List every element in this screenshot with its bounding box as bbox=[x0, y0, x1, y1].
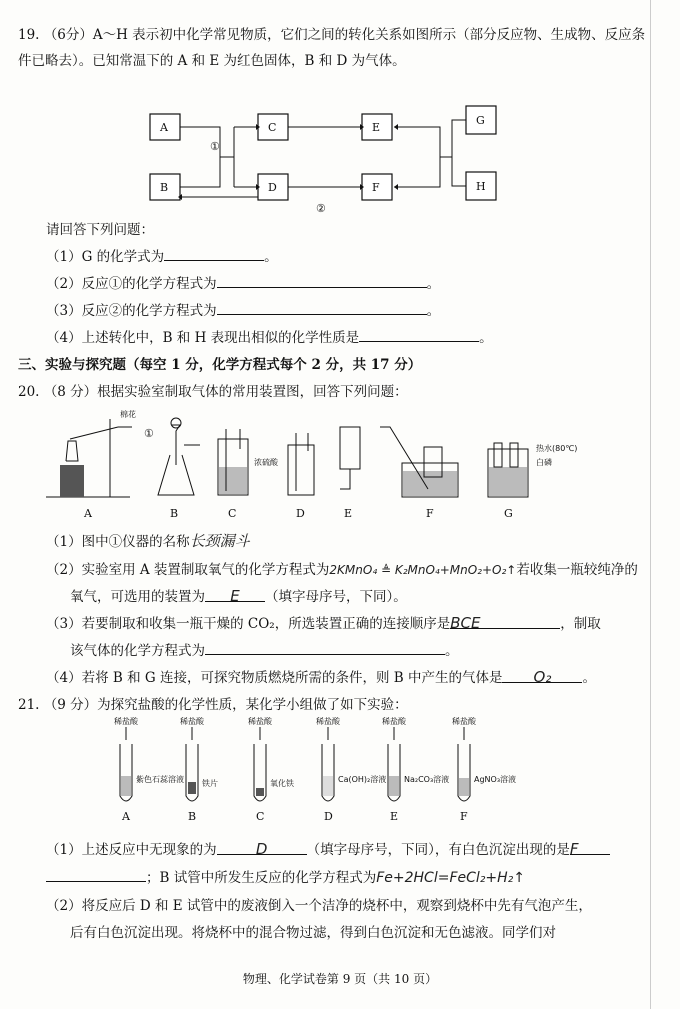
q20-intro: 20. （8 分）根据实验室制取气体的常用装置图，回答下列问题： bbox=[18, 384, 408, 400]
q19-item-4: （4）上述转化中，B 和 H 表现出相似的化学性质是 。 bbox=[46, 326, 493, 346]
answer-blank bbox=[205, 640, 445, 655]
tube-d-content: Ca(OH)₂溶液 bbox=[338, 775, 387, 784]
tube-c-label: C bbox=[256, 810, 265, 823]
marker-instrument: ① bbox=[144, 427, 154, 440]
q20-item-1: （1）图中①仪器的名称长颈漏斗 bbox=[46, 532, 250, 550]
tube-e-label: E bbox=[390, 810, 399, 823]
node-d-label: D bbox=[268, 181, 277, 194]
marker-1: ① bbox=[210, 140, 220, 153]
tube-d-label: D bbox=[324, 810, 333, 823]
acid-label: 稀盐酸 bbox=[452, 717, 476, 726]
q20-item-3: （3）若要制取和收集一瓶干燥的 CO₂，所选装置正确的连接顺序是BCE ，制取 bbox=[46, 614, 601, 632]
node-b-label: B bbox=[160, 181, 169, 194]
apparatus-b-label: B bbox=[170, 507, 179, 520]
acid-label: 稀盐酸 bbox=[382, 717, 406, 726]
node-e-label: E bbox=[372, 121, 381, 134]
marker-2: ② bbox=[316, 202, 326, 215]
node-g-label: G bbox=[476, 114, 485, 127]
q21-item-1b: ；B 试管中所发生反应的化学方程式为Fe+2HCl=FeCl₂+H₂↑ bbox=[46, 866, 525, 886]
tube-b-label: B bbox=[188, 810, 197, 823]
answer-blank bbox=[164, 246, 264, 261]
answer-blank bbox=[46, 867, 146, 882]
conc-acid-label: 浓硫酸 bbox=[254, 458, 278, 467]
test-tube-f bbox=[452, 716, 516, 823]
tube-f-label: F bbox=[460, 810, 468, 823]
apparatus-g-label: G bbox=[504, 507, 513, 520]
white-p-label: 白磷 bbox=[536, 458, 552, 467]
q20-apparatus bbox=[40, 405, 620, 525]
apparatus-c-label: C bbox=[228, 507, 237, 520]
acid-label: 稀盐酸 bbox=[180, 717, 204, 726]
tube-a-label: A bbox=[122, 810, 130, 823]
page-footer: 物理、化学试卷第 9 页（共 10 页） bbox=[242, 972, 438, 986]
apparatus-d-label: D bbox=[296, 507, 305, 520]
q19-prompt: 请回答下列问题： bbox=[46, 222, 154, 238]
test-tube-e bbox=[382, 716, 449, 823]
q19-item-1: （1）G 的化学式为 。 bbox=[46, 245, 278, 265]
tube-e-content: Na₂CO₃溶液 bbox=[404, 775, 450, 784]
node-c-label: C bbox=[268, 121, 277, 134]
node-h-label: H bbox=[476, 180, 486, 193]
acid-label: 稀盐酸 bbox=[114, 717, 138, 726]
answer-blank bbox=[217, 300, 427, 315]
node-f-label: F bbox=[372, 181, 380, 194]
hot-water-label: 热水(80℃) bbox=[536, 444, 578, 453]
node-a-label: A bbox=[160, 121, 168, 134]
apparatus-a-label: A bbox=[84, 507, 92, 520]
q21-item-2b: 后有白色沉淀出现。将烧杯中的混合物过滤，得到白色沉淀和无色滤液。同学们对 bbox=[70, 925, 556, 941]
test-tube-c bbox=[248, 716, 294, 823]
q21-test-tubes bbox=[110, 716, 530, 831]
test-tube-d bbox=[316, 716, 386, 823]
q20-item-3b: 该气体的化学方程式为 。 bbox=[70, 639, 459, 659]
q20-item-2: （2）实验室用 A 装置制取氧气的化学方程式为2KMnO₄ ≜ K₂MnO₄+MnO₂+O₂↑若收集一瓶较纯净的 bbox=[46, 562, 638, 578]
q21-item-1: （1）上述反应中无现象的为 D （填字母序号，下同），有白色沉淀出现的是F bbox=[46, 838, 610, 858]
cotton-label: 棉花 bbox=[120, 410, 136, 419]
page-edge bbox=[650, 0, 651, 1009]
tube-c-content: 氧化铁 bbox=[270, 779, 294, 788]
answer-blank bbox=[217, 273, 427, 288]
tube-b-content: 铁片 bbox=[202, 779, 218, 788]
section-3-heading: 三、实验与探究题（每空 1 分，化学方程式每个 2 分，共 17 分） bbox=[18, 357, 422, 373]
acid-label: 稀盐酸 bbox=[248, 717, 272, 726]
apparatus-e-label: E bbox=[344, 507, 353, 520]
q20-item-2b: 氧气，可选用的装置为 E （填字母序号，下同）。 bbox=[70, 587, 407, 605]
q19-item-3: （3）反应②的化学方程式为 。 bbox=[46, 299, 440, 319]
q21-item-2: （2）将反应后 D 和 E 试管中的废液倒入一个洁净的烧杯中，观察到烧杯中先有气泡产生， bbox=[46, 898, 592, 914]
q19-item-2: （2）反应①的化学方程式为 。 bbox=[46, 272, 440, 292]
acid-label: 稀盐酸 bbox=[316, 717, 340, 726]
tube-a-content: 紫色石蕊溶液 bbox=[136, 775, 184, 784]
test-tube-b bbox=[180, 716, 218, 823]
q21-intro: 21. （9 分）为探究盐酸的化学性质，某化学小组做了如下实验： bbox=[18, 697, 408, 713]
q19-diagram bbox=[140, 100, 520, 220]
answer-blank bbox=[359, 327, 479, 342]
q19-intro: 19. （6分）A～H 表示初中化学常见物质，它们之间的转化关系如图所示（部分反应物、生成物、反应条件已略去）。已知常温下的 A 和 E 为红色固体，B 和 D 为气体。 bbox=[18, 27, 646, 69]
test-tube-a bbox=[114, 716, 184, 823]
apparatus-f-label: F bbox=[426, 507, 434, 520]
tube-f-content: AgNO₃溶液 bbox=[474, 775, 517, 784]
q20-item-4: （4）若将 B 和 G 连接，可探究物质燃烧所需的条件，则 B 中产生的气体是 O₂ 。 bbox=[46, 668, 596, 686]
